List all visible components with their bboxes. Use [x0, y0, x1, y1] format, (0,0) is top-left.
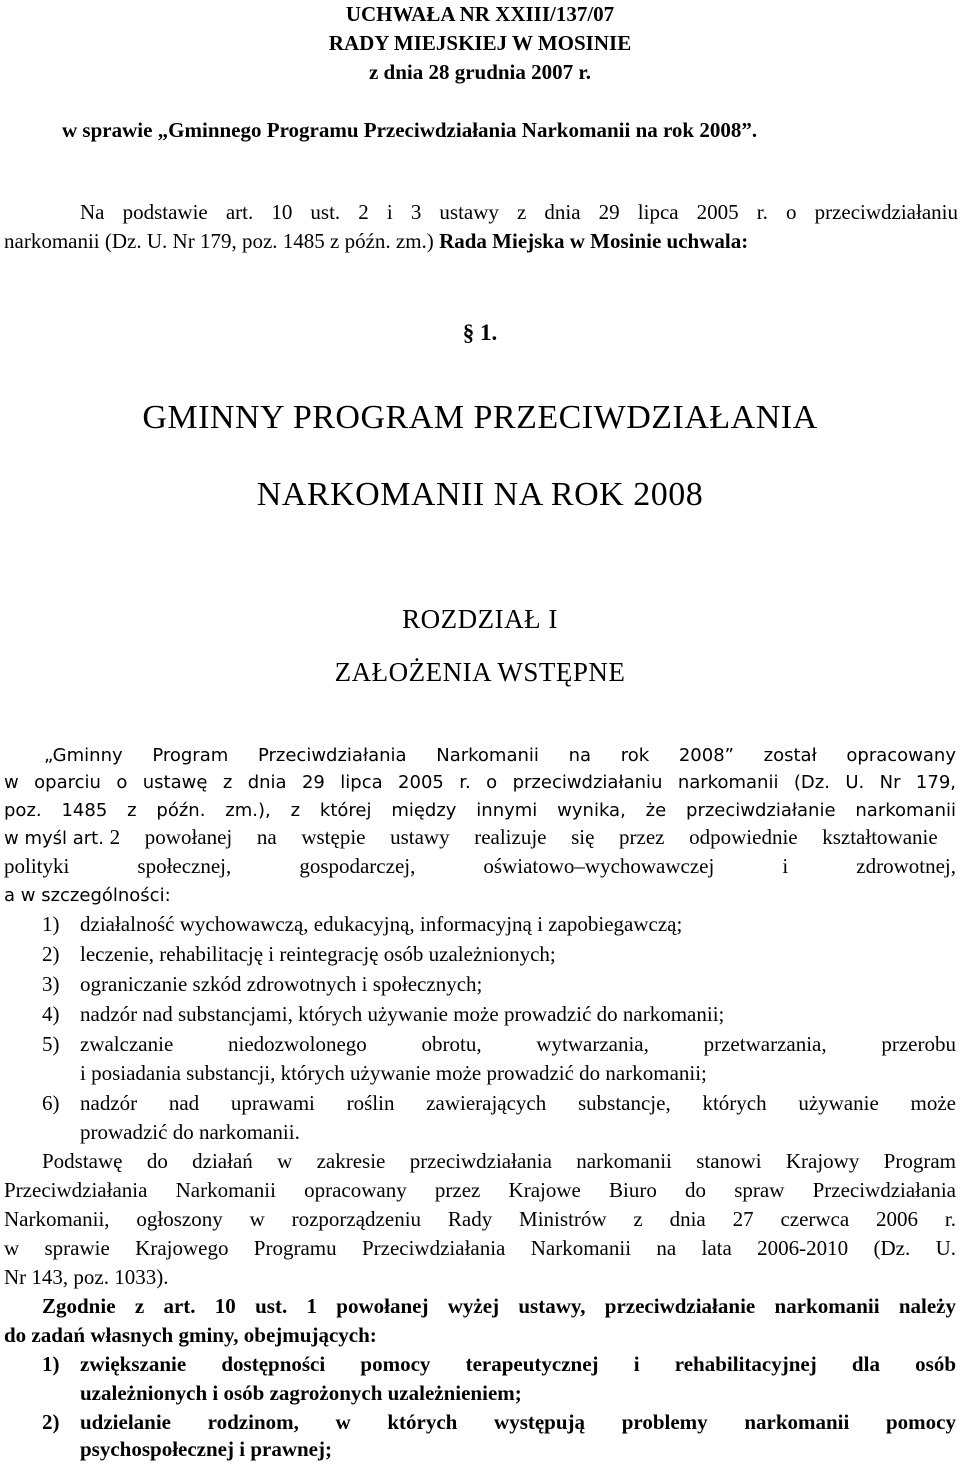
resolution-header [0, 0, 960, 87]
list-item-continuation: i posiadania substancji, których używanie może prowadzić do narkomanii; [80, 1061, 707, 1085]
intro-line-3: poz. 1485 z późn. zm.), z której między innymi wynika, że przeciwdziałanie narkomanii [4, 800, 956, 821]
intro-line-2: w oparciu o ustawę z dnia 29 lipca 2005 r. o przeciwdziałaniu narkomanii (Dz. U. Nr 179, [4, 772, 956, 793]
national-program-line-4: w sprawie Krajowego Programu Przeciwdziałania Narkomanii na lata 2006-2010 (Dz. U. [4, 1236, 956, 1260]
list-item-number: 6) [42, 1091, 60, 1115]
list-item: działalność wychowawczą, edukacyjną, informacyjną i zapobiegawczą; [80, 912, 683, 936]
duties-line-1: Zgodnie z art. 10 ust. 1 powołanej wyżej ustawy, przeciwdziałanie narkomanii należy [42, 1294, 956, 1318]
national-program-line-5: Nr 143, poz. 1033). [4, 1265, 169, 1289]
program-title-line-1: GMINNY PROGRAM PRZECIWDZIAŁANIA [142, 399, 818, 436]
list-item-number: 5) [42, 1032, 60, 1056]
list-item-number: 1) [42, 912, 60, 936]
list-item-continuation: psychospołecznej i prawnej; [80, 1437, 332, 1461]
national-program-line-1: Podstawę do działań w zakresie przeciwdziałania narkomanii stanowi Krajowy Program [42, 1149, 956, 1173]
list-item-number: 4) [42, 1002, 60, 1026]
legal-basis-line-2: narkomanii (Dz. U. Nr 179, poz. 1485 z późn. zm.) Rada Miejska w Mosinie uchwala: [4, 229, 749, 253]
section-mark: § 1. [462, 320, 498, 345]
list-item-number: 1) [42, 1352, 60, 1376]
council-name: RADY MIEJSKIEJ W MOSINIE [328, 31, 632, 55]
national-program-line-3: Narkomanii, ogłoszony w rozporządzeniu Rady Ministrów z dnia 27 czerwca 2006 r. [4, 1207, 956, 1231]
list-item: leczenie, rehabilitację i reintegrację osób uzależnionych; [80, 942, 556, 966]
intro-line-6: a w szczególności: [4, 885, 171, 906]
duties-line-2: do zadań własnych gminy, obejmujących: [4, 1323, 377, 1347]
list-item: zwiększanie dostępności pomocy terapeutycznej i rehabilitacyjnej dla osób [80, 1352, 956, 1376]
intro-line-4: w myśl art. 2 powołanej na wstępie ustawy realizuje się przez odpowiednie kształtowanie [4, 825, 938, 849]
list-item-number: 2) [42, 1410, 60, 1434]
list-item-number: 3) [42, 972, 60, 996]
resolution-date: z dnia 28 grudnia 2007 r. [368, 60, 592, 84]
national-program-line-2: Przeciwdziałania Narkomanii opracowany przez Krajowe Biuro do spraw Przeciwdziałania [4, 1178, 956, 1202]
program-title-line-2: NARKOMANII NA ROK 2008 [256, 476, 704, 513]
council-resolves: Rada Miejska w Mosinie uchwala: [439, 229, 749, 253]
list-item: ograniczanie szkód zdrowotnych i społecznych; [80, 972, 483, 996]
list-item: udzielanie rodzinom, w których występują problemy narkomanii pomocy [80, 1410, 956, 1434]
chapter-title: ZAŁOŻENIA WSTĘPNE [334, 657, 626, 687]
intro-line-1: „Gminny Program Przeciwdziałania Narkomanii na rok 2008” został opracowany [44, 745, 956, 766]
list-item-continuation: uzależnionych i osób zagrożonych uzależnieniem; [80, 1381, 522, 1405]
list-item: nadzór nad uprawami roślin zawierających substancje, których używanie może [80, 1091, 956, 1115]
list-item: nadzór nad substancjami, których używanie może prowadzić do narkomanii; [80, 1002, 725, 1026]
resolution-subject: w sprawie „Gminnego Programu Przeciwdziałania Narkomanii na rok 2008”. [62, 118, 758, 142]
resolution-number: UCHWAŁA NR XXIII/137/07 [345, 2, 615, 26]
legal-basis-line-1: Na podstawie art. 10 ust. 2 i 3 ustawy z dnia 29 lipca 2005 r. o przeciwdziałaniu [80, 200, 958, 224]
intro-line-5: polityki społecznej, gospodarczej, oświatowo–wychowawczej i zdrowotnej, [4, 854, 956, 878]
chapter-number: ROZDZIAŁ I [402, 604, 558, 634]
list-item: zwalczanie niedozwolonego obrotu, wytwarzania, przetwarzania, przerobu [80, 1032, 956, 1056]
list-item-continuation: prowadzić do narkomanii. [80, 1120, 300, 1144]
list-item-number: 2) [42, 942, 60, 966]
